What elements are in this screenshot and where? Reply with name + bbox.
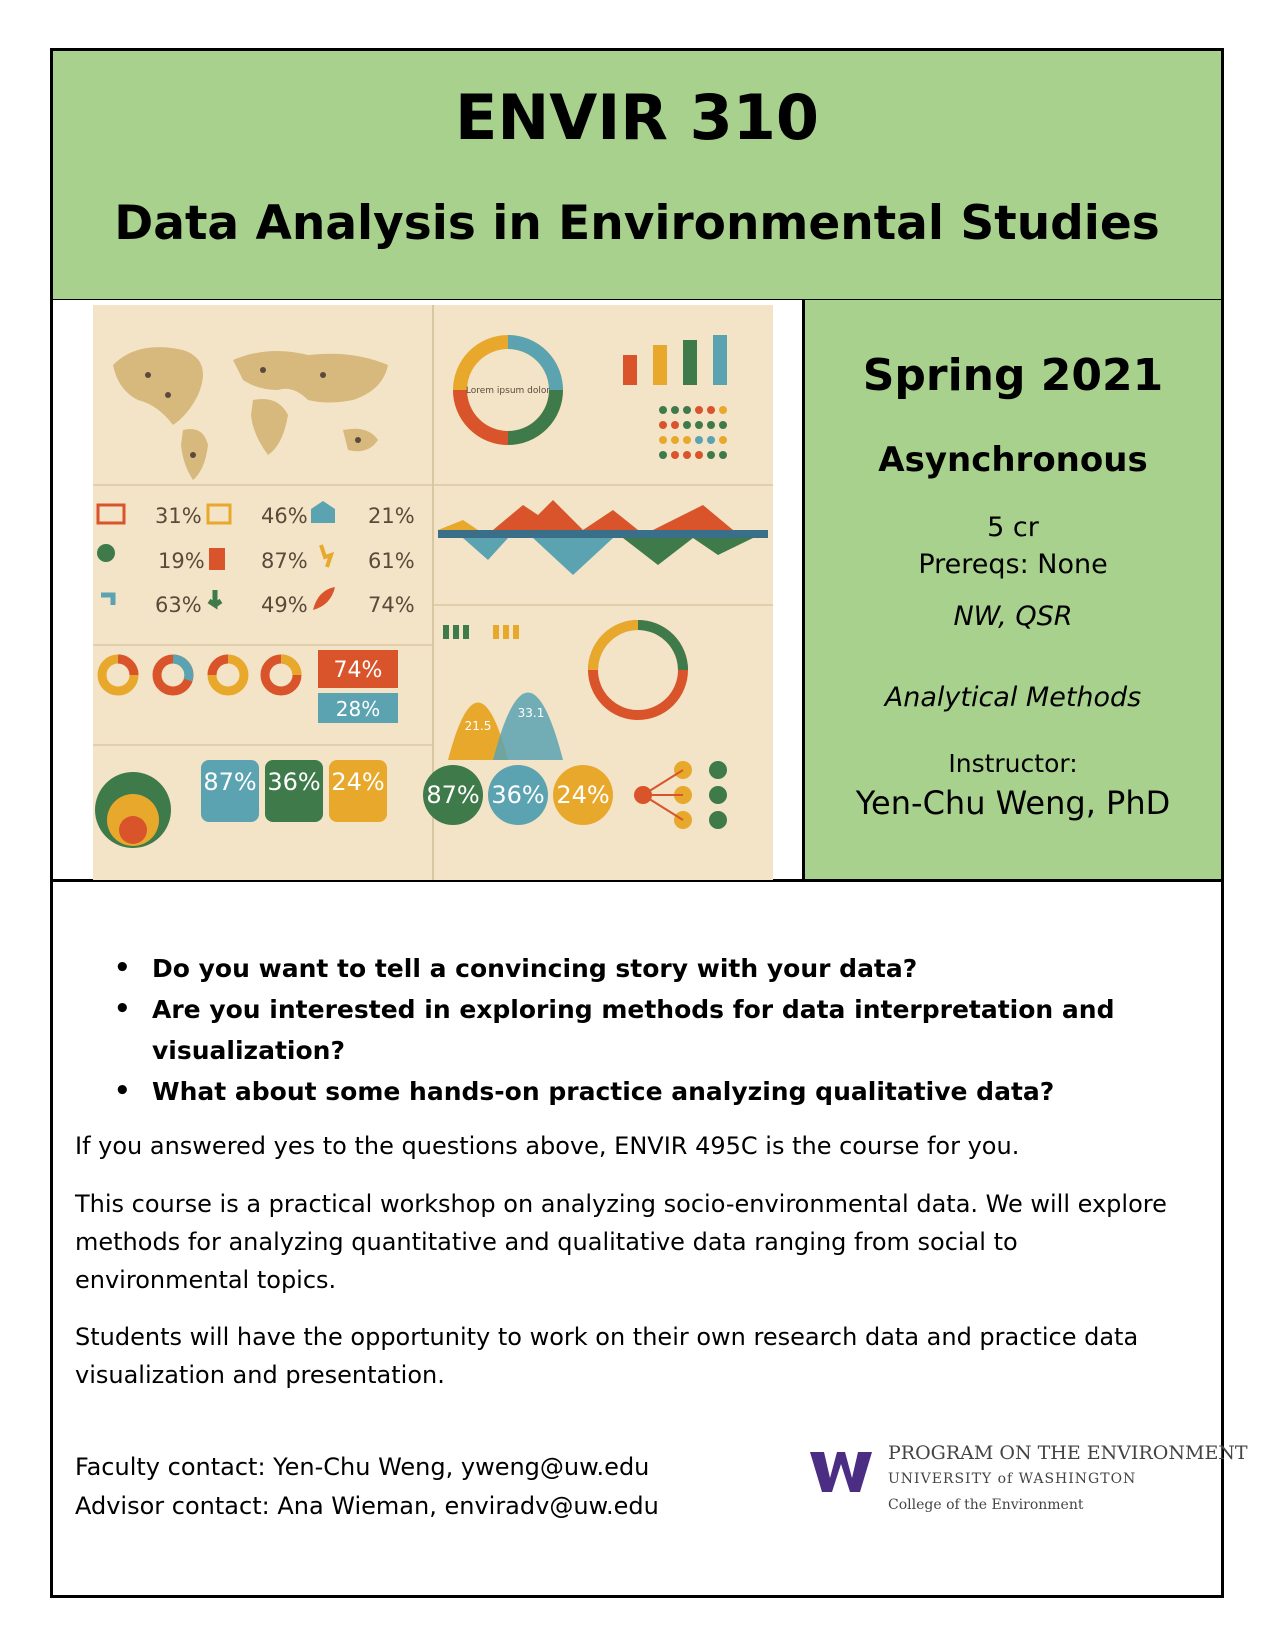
badge-left-3: 24%: [331, 768, 385, 796]
badge-left-2: 36%: [267, 768, 321, 796]
delivery-mode: Asynchronous: [878, 440, 1148, 480]
bell-value-2: 33.1: [517, 706, 545, 720]
stat-3-1: 63%: [155, 593, 202, 617]
badge-right-3: 24%: [556, 781, 610, 809]
stat-1-1: 31%: [155, 504, 202, 528]
advisor-contact: Advisor contact: Ana Wieman, enviradv@uw.edu: [75, 1492, 659, 1520]
uw-w-logo-icon: [810, 1448, 872, 1494]
term: Spring 2021: [862, 350, 1164, 401]
stat-2-2: 87%: [261, 549, 308, 573]
list-item: • Are you interested in exploring methods for data interpretation and visualization?: [110, 989, 1190, 1071]
badge-right-2: 36%: [491, 781, 545, 809]
instructor-name: Yen-Chu Weng, PhD: [855, 784, 1171, 822]
question-list: [110, 948, 1190, 1112]
infographic-image: [93, 305, 773, 880]
tag-bottom: 28%: [335, 697, 381, 721]
list-item: • What about some hands-on practice analyzing qualitative data?: [110, 1071, 1190, 1112]
stat-2-1: 19%: [158, 549, 205, 573]
stat-1-2: 46%: [261, 504, 308, 528]
stat-2-3: 61%: [368, 549, 415, 573]
bell-value-1: 21.5: [464, 719, 492, 733]
course-header: [50, 48, 1224, 302]
logo-college-name: College of the Environment: [888, 1497, 1084, 1513]
list-item: • Do you want to tell a convincing story with your data?: [110, 948, 1190, 989]
course-title: Data Analysis in Environmental Studies: [114, 196, 1160, 251]
credits: 5 cr: [987, 512, 1039, 543]
logo-program-name: PROGRAM ON THE ENVIRONMENT: [888, 1442, 1248, 1464]
course-description: This course is a practical workshop on analyzing socio-environmental data. We will explore methods for analyzing quantitative and qualitative data ranging from social to environmental topics.: [75, 1190, 1167, 1294]
course-category: Analytical Methods: [884, 682, 1142, 713]
student-opportunity: Students will have the opportunity to work on their own research data and practice data visualization and presentation.: [75, 1323, 1139, 1389]
badges-left: [201, 760, 387, 822]
badge-left-1: 87%: [203, 768, 257, 796]
course-details-panel: [802, 300, 1224, 882]
logo-university-name: UNIVERSITY of WASHINGTON: [888, 1471, 1137, 1487]
stat-3-3: 74%: [368, 593, 415, 617]
tag-top: 74%: [333, 658, 383, 683]
uw-program-logo: [810, 1442, 1248, 1542]
badge-right-1: 87%: [426, 781, 480, 809]
instructor-label: Instructor:: [948, 749, 1078, 778]
faculty-contact: Faculty contact: Yen-Chu Weng, yweng@uw.edu: [75, 1453, 650, 1481]
stat-1-3: 21%: [368, 504, 415, 528]
course-code: ENVIR 310: [454, 81, 820, 154]
stat-3-2: 49%: [261, 593, 308, 617]
flow-center-label: Lorem ipsum dolor: [465, 386, 551, 396]
badges-right: [423, 765, 613, 825]
gen-ed-areas: NW, QSR: [953, 601, 1073, 632]
prerequisites: Prereqs: None: [918, 549, 1108, 580]
intro-paragraph: If you answered yes to the questions above, ENVIR 495C is the course for you.: [75, 1132, 1020, 1160]
